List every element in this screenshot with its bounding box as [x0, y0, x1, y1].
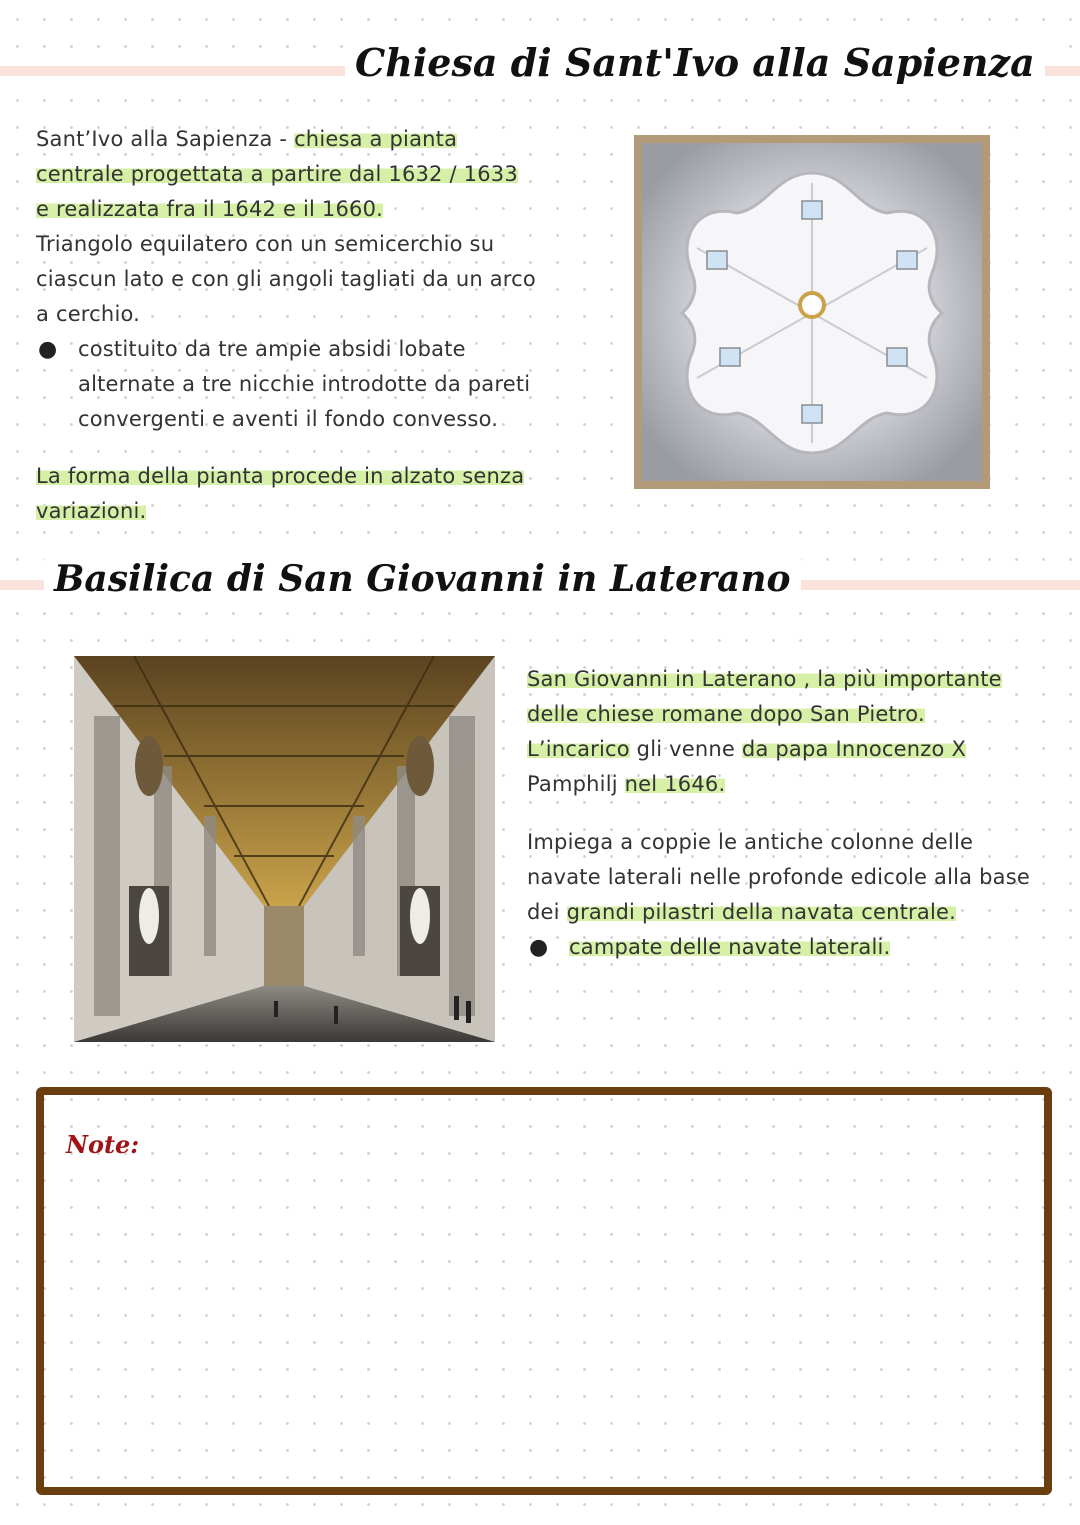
- text-line: gli venne: [629, 737, 742, 761]
- highlighted-text: L’incarico: [527, 737, 630, 761]
- section2-paragraph2: [527, 825, 1030, 965]
- bullet-dot: ●: [529, 935, 549, 960]
- text-line: dei: [527, 900, 567, 924]
- notes-box[interactable]: [36, 1087, 1052, 1495]
- section1-closing: [36, 459, 524, 529]
- highlighted-text: campate delle navate laterali.: [569, 935, 891, 959]
- text-line: navate laterali nelle profonde edicole alla base: [527, 865, 1030, 889]
- text-line: Triangolo equilatero con un semicerchio su: [36, 232, 495, 256]
- text-line: Sant’Ivo alla Sapienza -: [36, 127, 295, 151]
- dome-photo: [634, 135, 990, 489]
- bullet-item: [527, 930, 1030, 965]
- highlighted-text: centrale progettata a partire dal 1632 / 1633: [36, 162, 518, 186]
- basilica-illustration: [74, 656, 495, 1042]
- notes-label: Note:: [66, 1130, 140, 1159]
- section1-text: [36, 122, 536, 437]
- highlighted-text: chiesa a pianta: [294, 127, 458, 151]
- section2-title: Basilica di San Giovanni in Laterano: [44, 558, 801, 600]
- bullet-continuation: convergenti e aventi il fondo convesso.: [78, 407, 499, 431]
- section2-paragraph1: [527, 662, 1002, 802]
- bullet-item: [36, 332, 536, 367]
- section1-title: Chiesa di Sant'Ivo alla Sapienza: [345, 40, 1045, 85]
- text-line: a cerchio.: [36, 302, 141, 326]
- bullet-text: costituito da tre ampie absidi lobate: [78, 337, 466, 361]
- highlighted-text: La forma della pianta procede in alzato senza: [36, 464, 525, 488]
- highlighted-text: nel 1646.: [624, 772, 726, 796]
- bullet-continuation: alternate a tre nicchie introdotte da pareti: [78, 372, 531, 396]
- text-line: Impiega a coppie le antiche colonne delle: [527, 830, 974, 854]
- dome-illustration: [642, 143, 982, 481]
- highlighted-text: San Giovanni in Laterano , la più importante: [527, 667, 1002, 691]
- bullet-dot: ●: [38, 337, 58, 362]
- highlighted-text: e realizzata fra il 1642 e il 1660.: [36, 197, 384, 221]
- highlighted-text: grandi pilastri della navata centrale.: [566, 900, 956, 924]
- highlighted-text: variazioni.: [36, 499, 147, 523]
- text-line: ciascun lato e con gli angoli tagliati da un arco: [36, 267, 536, 291]
- highlighted-text: da papa Innocenzo X: [741, 737, 967, 761]
- highlighted-text: delle chiese romane dopo San Pietro.: [527, 702, 925, 726]
- basilica-photo: [74, 656, 495, 1042]
- text-line: Pamphilj: [527, 772, 625, 796]
